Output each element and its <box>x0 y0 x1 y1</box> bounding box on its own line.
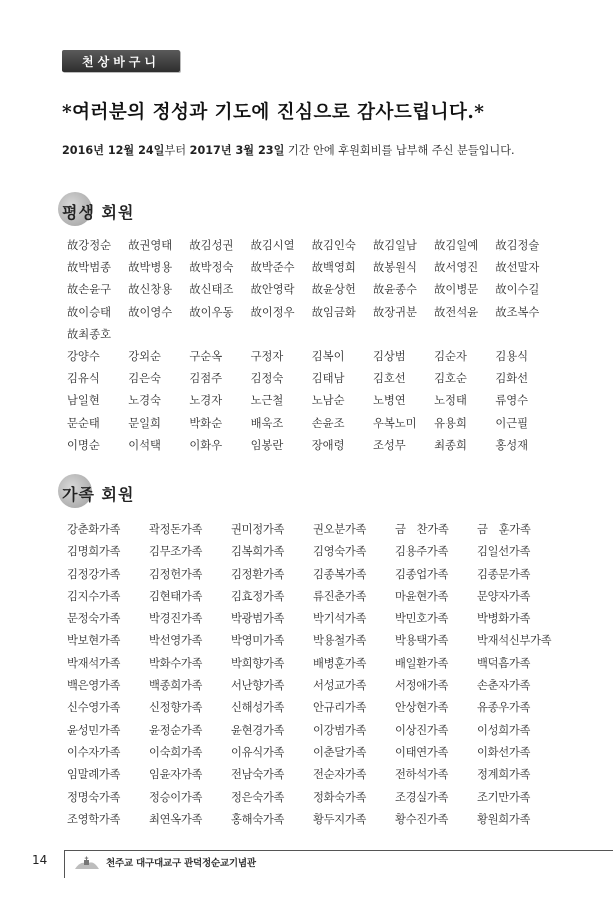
member-name: 김일선가족 <box>477 545 531 559</box>
member-name: 신해성가족 <box>231 701 285 715</box>
member-name: 김점주 <box>189 372 223 386</box>
member-name: 이태연가족 <box>395 745 449 759</box>
member-name: 신정향가족 <box>149 701 203 715</box>
member-name: 박용택가족 <box>395 634 449 648</box>
footer-rule <box>64 850 613 851</box>
member-name: 강외순 <box>128 349 161 363</box>
member-name: 故서영진 <box>434 261 479 275</box>
member-name: 故손윤구 <box>67 283 112 297</box>
member-name: 故장귀분 <box>372 305 417 319</box>
member-name: 김효정가족 <box>231 589 285 603</box>
member-name: 임봉란 <box>250 438 284 452</box>
member-name: 장애령 <box>311 438 345 452</box>
member-name: 남일현 <box>67 394 100 408</box>
member-name: 김은숙 <box>128 372 161 386</box>
member-name: 故이우동 <box>189 305 234 319</box>
member-name: 문일희 <box>128 416 161 430</box>
member-name <box>495 326 556 348</box>
member-name: 류진춘가족 <box>313 589 367 603</box>
page-footer <box>0 840 613 880</box>
member-name: 전하석가족 <box>395 768 449 782</box>
member-name: 황원희가족 <box>477 812 531 826</box>
member-name: 백종희가족 <box>149 679 203 693</box>
member-name: 김종업가족 <box>395 567 449 581</box>
member-name: 이수자가족 <box>67 745 121 759</box>
page-number: 14 <box>32 853 48 867</box>
member-name: 김정강가족 <box>67 567 121 581</box>
member-name: 김정환가족 <box>231 567 285 581</box>
member-name: 윤정순가족 <box>149 723 203 737</box>
member-name: 故김인숙 <box>311 239 356 252</box>
member-name: 故윤상헌 <box>311 283 356 297</box>
member-name: 신수영가족 <box>67 701 121 715</box>
member-name: 故김일남 <box>372 239 417 252</box>
member-name: 故안영락 <box>250 283 295 297</box>
member-name: 배병훈가족 <box>313 656 367 670</box>
member-name: 김용주가족 <box>395 545 449 559</box>
member-name: 故이영수 <box>128 305 173 319</box>
member-name: 故박범종 <box>67 261 112 275</box>
member-name: 김복이 <box>311 349 345 363</box>
period-text: 기간 안에 후원회비를 납부해 주신 분들입니다. <box>284 144 515 157</box>
member-name: 박영미가족 <box>231 634 285 648</box>
member-name: 이강범가족 <box>313 723 367 737</box>
member-name <box>189 326 250 348</box>
member-name: 금 찬가족 <box>395 523 449 536</box>
member-name: 故김정술 <box>495 239 540 252</box>
member-name: 故김일예 <box>434 239 479 252</box>
member-name: 손윤조 <box>311 416 345 430</box>
member-name: 김유식 <box>67 372 100 386</box>
member-name: 故신태조 <box>189 283 234 297</box>
member-name: 김영숙가족 <box>313 545 367 559</box>
member-name: 황두지가족 <box>313 812 367 826</box>
member-name: 정화숙가족 <box>313 790 367 804</box>
member-name: 김무조가족 <box>149 545 203 559</box>
member-name: 조기만가족 <box>477 790 531 804</box>
member-name: 김용식 <box>495 349 529 363</box>
member-name: 김종문가족 <box>477 567 531 581</box>
member-name: 문정숙가족 <box>67 612 121 626</box>
member-name: 박경진가족 <box>149 612 203 626</box>
member-name: 김명희가족 <box>67 545 121 559</box>
family-grid <box>67 521 557 833</box>
member-name: 정명숙가족 <box>67 790 121 804</box>
member-name: 유종우가족 <box>477 701 531 715</box>
member-name: 이근필 <box>495 416 529 430</box>
member-name: 김지수가족 <box>67 589 121 603</box>
family-section-heading <box>58 478 134 508</box>
member-name: 구정자 <box>250 349 284 363</box>
lifetime-section-heading <box>58 196 134 226</box>
section-tab: 천상바구니 <box>62 50 180 72</box>
member-name: 이명순 <box>67 438 100 452</box>
member-name: 故강정순 <box>67 239 112 252</box>
member-name <box>434 326 495 348</box>
member-name: 홍해숙가족 <box>231 812 285 826</box>
member-name: 노근철 <box>250 394 284 408</box>
member-name: 박용철가족 <box>313 634 367 648</box>
member-name: 조영학가족 <box>67 812 121 826</box>
member-name: 박재석가족 <box>67 656 121 670</box>
member-name: 서난향가족 <box>231 679 285 693</box>
member-name: 이춘달가족 <box>313 745 367 759</box>
member-name: 전순자가족 <box>313 768 367 782</box>
member-name: 금 훈가족 <box>477 523 531 536</box>
member-name: 박광범가족 <box>231 612 285 626</box>
period-description <box>62 142 562 158</box>
member-name: 이성희가족 <box>477 723 531 737</box>
lifetime-grid <box>67 237 557 459</box>
member-name: 故김시열 <box>250 239 295 252</box>
member-name: 배일환가족 <box>395 656 449 670</box>
member-name: 홍성재 <box>495 438 529 452</box>
member-name: 김호순 <box>434 372 467 386</box>
member-name: 노경숙 <box>128 394 161 408</box>
member-name: 故이정우 <box>250 305 295 319</box>
member-name: 문순태 <box>67 416 100 430</box>
member-name: 박보현가족 <box>67 634 121 648</box>
member-name <box>312 326 373 348</box>
from-suffix: 부터 <box>164 144 190 157</box>
member-name: 류영수 <box>495 394 529 408</box>
member-name: 노정태 <box>434 394 467 408</box>
member-name: 故최종호 <box>67 327 112 341</box>
member-name: 故이수길 <box>495 283 540 297</box>
lifetime-section-title: 평생 회원 <box>62 202 135 222</box>
member-name: 김종복가족 <box>313 567 367 581</box>
member-name: 故박병용 <box>128 261 173 275</box>
member-name: 故선말자 <box>495 261 540 275</box>
member-name: 박화순 <box>189 416 223 430</box>
thanks-headline: *여러분의 정성과 기도에 진심으로 감사드립니다.* <box>62 102 485 123</box>
member-name: 박재석신부가족 <box>477 634 552 648</box>
member-name: 김정숙 <box>250 372 284 386</box>
member-name <box>128 326 189 348</box>
member-name: 이유식가족 <box>231 745 285 759</box>
member-name: 안규리가족 <box>313 701 367 715</box>
member-name: 노남순 <box>311 394 345 408</box>
member-name: 김복희가족 <box>231 545 285 559</box>
member-name: 조경실가족 <box>395 790 449 804</box>
member-name: 故윤종수 <box>372 283 417 297</box>
member-name: 김태남 <box>311 372 345 386</box>
member-name: 윤현경가족 <box>231 723 285 737</box>
member-name: 박민호가족 <box>395 612 449 626</box>
member-name: 故전석윤 <box>434 305 479 319</box>
member-name: 노병연 <box>372 394 406 408</box>
member-name: 곽정돈가족 <box>149 523 203 536</box>
organization-name: 천주교 대구대교구 관덕정순교기념관 <box>106 858 256 869</box>
member-name: 김현태가족 <box>149 589 203 603</box>
member-name: 권오분가족 <box>313 523 367 536</box>
member-name: 안상현가족 <box>395 701 449 715</box>
church-hill-logo-icon <box>74 856 100 870</box>
member-name: 노경자 <box>189 394 223 408</box>
member-name: 김화선 <box>495 372 529 386</box>
member-name: 이상진가족 <box>395 723 449 737</box>
member-name: 정승이가족 <box>149 790 203 804</box>
member-name: 유용희 <box>434 416 467 430</box>
member-name: 임윤자가족 <box>149 768 203 782</box>
family-section-title: 가족 회원 <box>62 484 135 504</box>
member-name: 권미정가족 <box>231 523 285 536</box>
member-name: 故임금화 <box>311 305 356 319</box>
member-name: 우복노미 <box>372 416 417 430</box>
member-name: 이화우 <box>189 438 223 452</box>
member-name: 마윤현가족 <box>395 589 449 603</box>
member-name: 배욱조 <box>250 416 284 430</box>
member-name: 최연옥가족 <box>149 812 203 826</box>
member-name: 故백영희 <box>311 261 356 275</box>
family-members-list <box>67 521 557 833</box>
member-name: 강춘화가족 <box>67 523 121 536</box>
member-name: 윤성민가족 <box>67 723 121 737</box>
member-name: 박병화가족 <box>477 612 531 626</box>
date-from: 2016년 12월 24일 <box>62 144 165 157</box>
member-name: 故조복수 <box>495 305 540 319</box>
member-name: 박희향가족 <box>231 656 285 670</box>
member-name: 서정애가족 <box>395 679 449 693</box>
member-name: 정계희가족 <box>477 768 531 782</box>
date-to: 2017년 3월 23일 <box>189 144 285 157</box>
member-name: 백은영가족 <box>67 679 121 693</box>
member-name: 강양수 <box>67 349 100 363</box>
member-name: 김정헌가족 <box>149 567 203 581</box>
footer-divider <box>64 850 65 878</box>
member-name: 故신창용 <box>128 283 173 297</box>
member-name: 故박준수 <box>250 261 295 275</box>
member-name: 故박정숙 <box>189 261 234 275</box>
member-name: 이숙희가족 <box>149 745 203 759</box>
member-name: 김호선 <box>372 372 406 386</box>
member-name: 故봉원식 <box>372 261 417 275</box>
member-name: 최종희 <box>434 438 467 452</box>
member-name: 故김성권 <box>189 239 234 252</box>
member-name: 정은숙가족 <box>231 790 285 804</box>
member-name: 박기석가족 <box>313 612 367 626</box>
member-name: 전남숙가족 <box>231 768 285 782</box>
lifetime-members-list <box>67 237 557 459</box>
member-name: 故권영태 <box>128 239 173 252</box>
member-name: 이화선가족 <box>477 745 531 759</box>
member-name: 백덕흠가족 <box>477 656 531 670</box>
member-name: 황수진가족 <box>395 812 449 826</box>
member-name: 임말례가족 <box>67 768 121 782</box>
member-name: 박화수가족 <box>149 656 203 670</box>
member-name: 서성교가족 <box>313 679 367 693</box>
member-name: 故이승태 <box>67 305 112 319</box>
member-name: 김순자 <box>434 349 467 363</box>
member-name: 故이병문 <box>434 283 479 297</box>
member-name <box>373 326 434 348</box>
member-name: 구순옥 <box>189 349 223 363</box>
member-name: 이석택 <box>128 438 161 452</box>
member-name: 박선영가족 <box>149 634 203 648</box>
member-name <box>251 326 312 348</box>
member-name: 문양자가족 <box>477 589 531 603</box>
member-name: 조성무 <box>372 438 406 452</box>
member-name: 손춘자가족 <box>477 679 531 693</box>
member-name: 김상범 <box>372 349 406 363</box>
